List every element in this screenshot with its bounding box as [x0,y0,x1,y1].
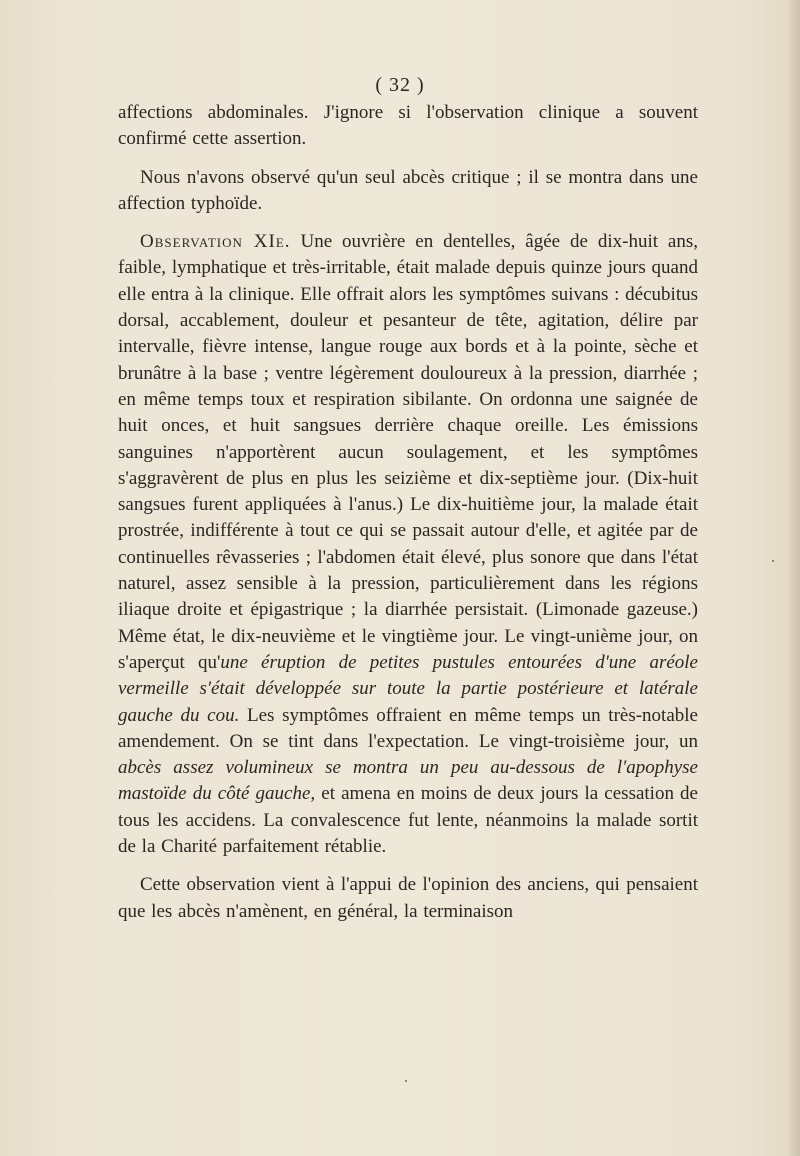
paragraph-3-observation [118,229,698,860]
paragraph-2: Nous n'avons observé qu'un seul abcès critique ; il se montra dans une affection typhoïde. [118,166,698,214]
page-number: ( 32 ) [375,74,425,96]
observation-text-3: et amena en moins de deux jours la cessation de tous les accidens. La convalescence fut lente, néanmoins la malade sortit de la Charité parfaitement rétablie. [118,783,698,858]
observation-text-2: Les symptômes offraient en même temps un très-notable amendement. On se tint dans l'expectation. Le vingt-troisième jour, un [118,704,698,752]
observation-text-1: Une ouvrière en dentelles, âgée de dix-huit ans, faible, lymphatique et très-irritable, était malade depuis quinze jours quand elle entra à la clinique. Elle offrait alors les symptômes suivans : décubitus dorsal, accablement, douleur et pesanteur de tête, agitation, délire par intervalle, fièvre intense, langue rouge aux bords et à la pointe, sèche et brunâtre à la base ; ventre légèrement douloureux à la pression, diarrhée ; en même temps toux et respiration sibilante. On ordonna une saignée de huit onces, et huit sangsues derrière chaque oreille. Les émissions sanguines n'apportèrent aucun soulagement, et les symptômes s'aggravèrent de plus en plus les seizième et dix-septième jour. (Dix-huit sangsues furent appliquées à l'anus.) Le dix-huitième jour, la malade était prostrée, indifférente à tout ce qui se passait autour d'elle, et agitée par de continuelles rêvasseries ; l'abdomen était élevé, plus sonore que dans l'état naturel, assez sensible à la pression, particulièrement dans les régions iliaque droite et épigastrique ; la diarrhée persistait. (Limonade gazeuse.) Même état, le dix-neuvième et le vingtième jour. Le vingt-unième jour, on s'aperçut qu' [118,231,699,673]
body-text [118,100,698,925]
observation-heading: Observation XIe. [140,231,291,253]
paper-speck [772,560,774,562]
paragraph-4: Cette observation vient à l'appui de l'opinion des anciens, qui pensaient que les abcès n'amènent, en général, la terminaison [118,874,698,922]
observation-italic-1: une éruption de petites pustules entourées d'une aréole vermeille s'était développée sur toute la partie postérieure et latérale gauche du cou. [118,651,698,726]
paragraph-1: affections abdominales. J'ignore si l'observation clinique a souvent confirmé cette assertion. [118,102,698,150]
observation-italic-2: abcès assez volumineux se montra un peu au-dessous de l'apophyse mastoïde du côté gauche, [118,757,698,805]
page-edge-shadow [786,0,800,1156]
paper-speck [405,1080,407,1082]
